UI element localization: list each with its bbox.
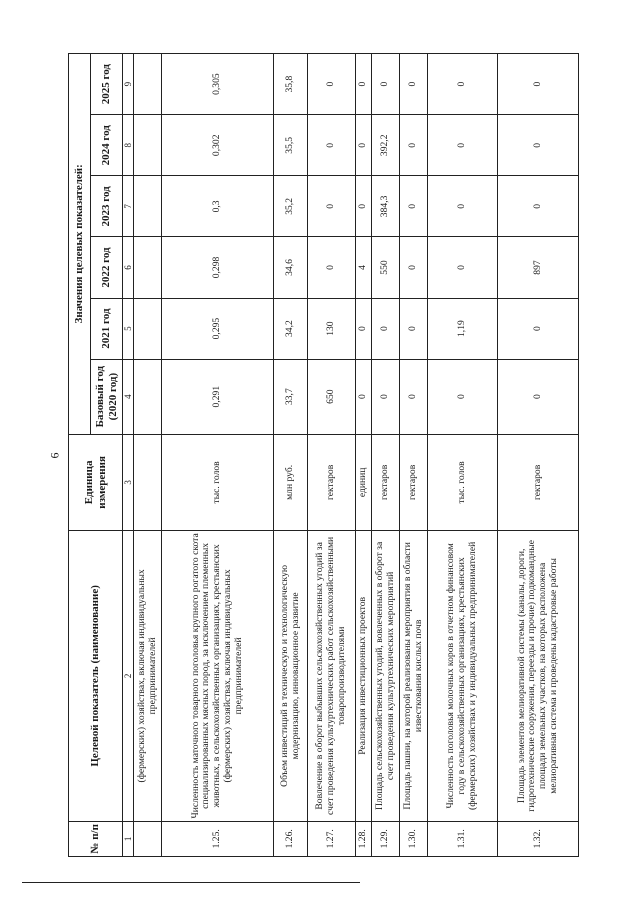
row-unit (134, 434, 162, 530)
row-unit: гектаров (400, 434, 428, 530)
header-year: 2023 год (91, 176, 123, 237)
row-value: 35,8 (274, 54, 308, 115)
row-value: 130 (308, 298, 356, 359)
row-value: 0 (356, 176, 372, 237)
row-number: 1.27. (308, 821, 356, 856)
row-indicator: Численность маточного товарного поголовья крупного рогатого скота специализированных мясных пород, за исключением племенных животных, в сельскохозяйственных организациях, крестьянских (фермерских) хозяйствах, включая индивидуальных предпринимателей (162, 531, 274, 822)
row-value: 897 (498, 237, 579, 298)
row-value: 0 (400, 176, 428, 237)
row-unit: гектаров (308, 434, 356, 530)
column-number: 5 (123, 298, 134, 359)
row-value: 4 (356, 237, 372, 298)
row-value: 0 (498, 115, 579, 176)
column-number: 9 (123, 54, 134, 115)
table-row (162, 54, 274, 857)
row-number: 1.30. (400, 821, 428, 856)
row-value: 0 (356, 359, 372, 434)
column-number: 3 (123, 434, 134, 530)
table-row (134, 54, 162, 857)
row-value (134, 237, 162, 298)
table-row (274, 54, 308, 857)
page-number: 6 (47, 452, 62, 459)
row-indicator: Площадь пашни, на которой реализованы мероприятия в области известкования кислых почв (400, 531, 428, 822)
header-year: Базовый год (2020 год) (91, 359, 123, 434)
row-value: 0 (356, 115, 372, 176)
column-number: 4 (123, 359, 134, 434)
row-value: 34,2 (274, 298, 308, 359)
row-value: 0 (356, 54, 372, 115)
row-value: 384,3 (372, 176, 400, 237)
row-value: 35,2 (274, 176, 308, 237)
row-unit: тыс. голов (162, 434, 274, 530)
row-value: 0,302 (162, 115, 274, 176)
row-value (134, 115, 162, 176)
row-value (134, 359, 162, 434)
row-indicator: Площадь сельскохозяйственных угодий, вовлеченных в оборот за счет проведения культуртехнических мероприятий (372, 531, 400, 822)
row-value: 34,6 (274, 237, 308, 298)
row-value: 0 (372, 298, 400, 359)
table-row (400, 54, 428, 857)
row-value: 0 (308, 115, 356, 176)
indicators-table (68, 53, 579, 857)
row-value: 0 (400, 298, 428, 359)
column-number: 1 (123, 821, 134, 856)
table-row (308, 54, 356, 857)
column-number: 8 (123, 115, 134, 176)
row-indicator: (фермерских) хозяйствах, включая индивидуальных предпринимателей (134, 531, 162, 822)
row-value: 0 (308, 176, 356, 237)
row-value: 0 (400, 359, 428, 434)
row-value: 0 (428, 115, 498, 176)
row-unit: единиц (356, 434, 372, 530)
table-body (134, 54, 579, 857)
header-unit: Единица измерения (69, 434, 123, 530)
row-value (134, 298, 162, 359)
header-no: № п/п (69, 821, 123, 856)
rotated-page (68, 53, 559, 857)
row-number: 1.31. (428, 821, 498, 856)
row-value: 0,3 (162, 176, 274, 237)
row-value: 0 (498, 298, 579, 359)
row-value: 392,2 (372, 115, 400, 176)
row-value: 0 (428, 54, 498, 115)
row-value: 0,298 (162, 237, 274, 298)
row-number: 1.26. (274, 821, 308, 856)
row-value: 1,19 (428, 298, 498, 359)
header-year: 2024 год (91, 115, 123, 176)
row-indicator: Вовлечение в оборот выбывших сельскохозяйственных угодий за счет проведения культуртехнических работ сельскохозяйственными товаропроизводителями (308, 531, 356, 822)
row-value: 33,7 (274, 359, 308, 434)
row-value: 0 (400, 115, 428, 176)
header-indicator: Целевой показатель (наименование) (69, 531, 123, 822)
row-indicator: Реализация инвестиционных проектов (356, 531, 372, 822)
row-number: 1.28. (356, 821, 372, 856)
table-row (428, 54, 498, 857)
row-indicator: Объем инвестиций в техническую и технологическую модернизацию, инновационное развитие (274, 531, 308, 822)
row-value (134, 176, 162, 237)
row-value: 0 (308, 54, 356, 115)
row-value: 0 (428, 237, 498, 298)
row-value: 0 (498, 359, 579, 434)
row-value: 0,305 (162, 54, 274, 115)
table-row (498, 54, 579, 857)
row-value: 0 (498, 176, 579, 237)
row-unit: гектаров (372, 434, 400, 530)
row-value: 0 (498, 54, 579, 115)
row-number: 1.25. (162, 821, 274, 856)
footer-line (22, 882, 360, 883)
row-number (134, 821, 162, 856)
row-value: 0 (372, 54, 400, 115)
row-indicator: Численность поголовья молочных коров в отчетном финансовом году в сельскохозяйственных организациях, крестьянских (фермерских) хозяйствах и у индивидуальных предпринимателей (428, 531, 498, 822)
header-year: 2025 год (91, 54, 123, 115)
column-number: 7 (123, 176, 134, 237)
row-value: 550 (372, 237, 400, 298)
row-number: 1.29. (372, 821, 400, 856)
header-year: 2021 год (91, 298, 123, 359)
row-number: 1.32. (498, 821, 579, 856)
row-unit: гектаров (498, 434, 579, 530)
header-year: 2022 год (91, 237, 123, 298)
row-value: 0 (372, 359, 400, 434)
row-value: 35,5 (274, 115, 308, 176)
row-value: 0,295 (162, 298, 274, 359)
row-value: 0,291 (162, 359, 274, 434)
column-number: 6 (123, 237, 134, 298)
table-row (372, 54, 400, 857)
row-value: 0 (400, 237, 428, 298)
row-value: 0 (356, 298, 372, 359)
table-row (356, 54, 372, 857)
row-value: 0 (428, 176, 498, 237)
row-indicator: Площадь элементов мелиоративной системы (каналы, дороги, гидротехнические сооружения, переезды и прочие) подкомандные площади земельных участков, на которых расположена мелиоративная система и проведены кадастровые работы (498, 531, 579, 822)
row-value: 0 (400, 54, 428, 115)
row-value: 650 (308, 359, 356, 434)
header-group: Значения целевых показателей: (69, 54, 91, 435)
column-number: 2 (123, 531, 134, 822)
row-value: 0 (308, 237, 356, 298)
row-value: 0 (428, 359, 498, 434)
row-unit: тыс. голов (428, 434, 498, 530)
row-unit: млн руб. (274, 434, 308, 530)
row-value (134, 54, 162, 115)
